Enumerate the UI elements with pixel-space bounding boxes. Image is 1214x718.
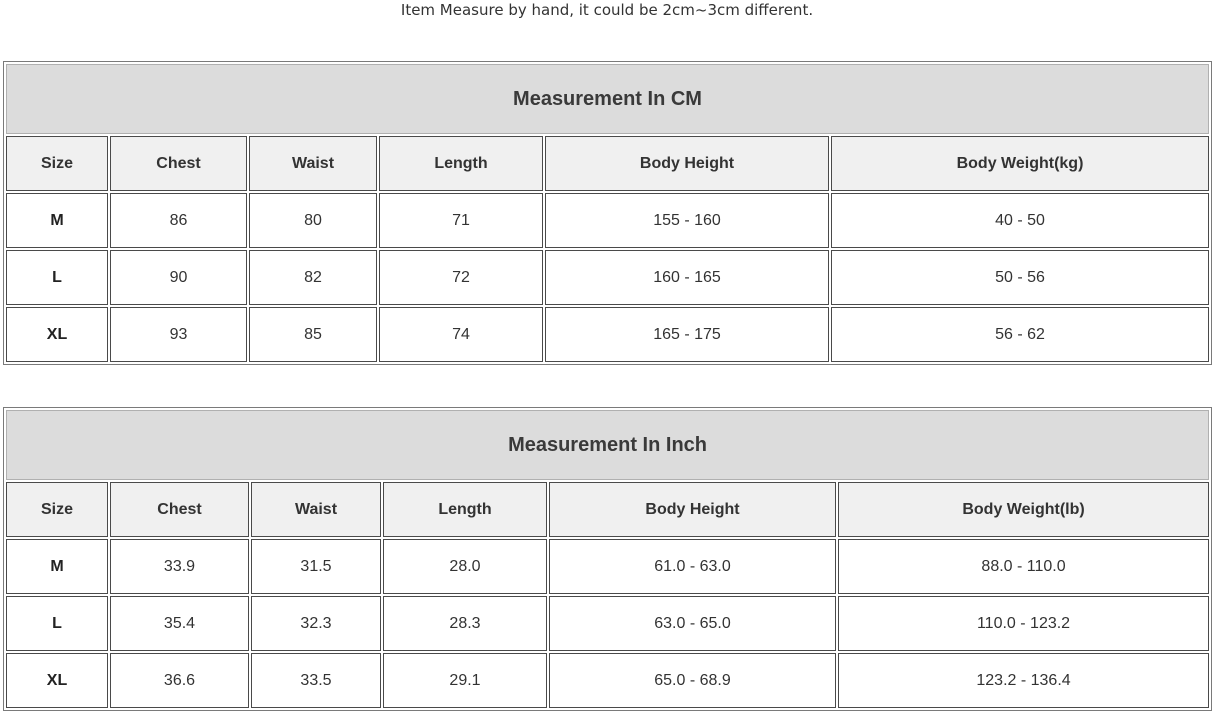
table-cell: 72	[379, 250, 543, 305]
size-table-cm	[3, 61, 1212, 365]
table-cell: 29.1	[383, 653, 547, 708]
size-table-inch	[3, 407, 1212, 711]
column-header: Body Height	[549, 482, 836, 537]
table-cell: 110.0 - 123.2	[838, 596, 1209, 651]
size-cell: XL	[6, 307, 108, 362]
table-cell: 82	[249, 250, 377, 305]
measurement-note: Item Measure by hand, it could be 2cm~3cm different.	[400, 1, 814, 19]
table-row	[6, 307, 1209, 362]
column-header: Chest	[110, 482, 249, 537]
table-cell: 36.6	[110, 653, 249, 708]
size-cell: L	[6, 596, 108, 651]
table-cell: 123.2 - 136.4	[838, 653, 1209, 708]
table-cell: 165 - 175	[545, 307, 829, 362]
table-row	[6, 596, 1209, 651]
column-header: Body Weight(lb)	[838, 482, 1209, 537]
table-row	[6, 193, 1209, 248]
table-row	[6, 653, 1209, 708]
column-header: Size	[6, 482, 108, 537]
size-cell: XL	[6, 653, 108, 708]
table-cell: 61.0 - 63.0	[549, 539, 836, 594]
column-header: Length	[379, 136, 543, 191]
table-title-row	[6, 64, 1209, 134]
table-header-row	[6, 136, 1209, 191]
table-row	[6, 539, 1209, 594]
table-cell: 71	[379, 193, 543, 248]
table-cell: 31.5	[251, 539, 381, 594]
table-row	[6, 250, 1209, 305]
table-cell: 86	[110, 193, 247, 248]
table-cell: 85	[249, 307, 377, 362]
column-header: Waist	[251, 482, 381, 537]
table-cell: 63.0 - 65.0	[549, 596, 836, 651]
table-cell: 32.3	[251, 596, 381, 651]
table-header-row	[6, 482, 1209, 537]
column-header: Body Weight(kg)	[831, 136, 1209, 191]
table-cell: 35.4	[110, 596, 249, 651]
table-cell: 88.0 - 110.0	[838, 539, 1209, 594]
column-header: Size	[6, 136, 108, 191]
size-cell: M	[6, 193, 108, 248]
column-header: Chest	[110, 136, 247, 191]
table-title: Measurement In CM	[6, 64, 1209, 134]
table-cell: 74	[379, 307, 543, 362]
table-cell: 56 - 62	[831, 307, 1209, 362]
table-cell: 155 - 160	[545, 193, 829, 248]
table-title-row	[6, 410, 1209, 480]
table-cell: 93	[110, 307, 247, 362]
column-header: Waist	[249, 136, 377, 191]
table-cell: 33.5	[251, 653, 381, 708]
table-cell: 50 - 56	[831, 250, 1209, 305]
table-cell: 80	[249, 193, 377, 248]
column-header: Length	[383, 482, 547, 537]
column-header: Body Height	[545, 136, 829, 191]
size-cell: M	[6, 539, 108, 594]
table-cell: 40 - 50	[831, 193, 1209, 248]
table-cell: 28.0	[383, 539, 547, 594]
table-cell: 33.9	[110, 539, 249, 594]
size-cell: L	[6, 250, 108, 305]
table-cell: 90	[110, 250, 247, 305]
table-cell: 65.0 - 68.9	[549, 653, 836, 708]
table-title: Measurement In Inch	[6, 410, 1209, 480]
table-cell: 160 - 165	[545, 250, 829, 305]
table-cell: 28.3	[383, 596, 547, 651]
